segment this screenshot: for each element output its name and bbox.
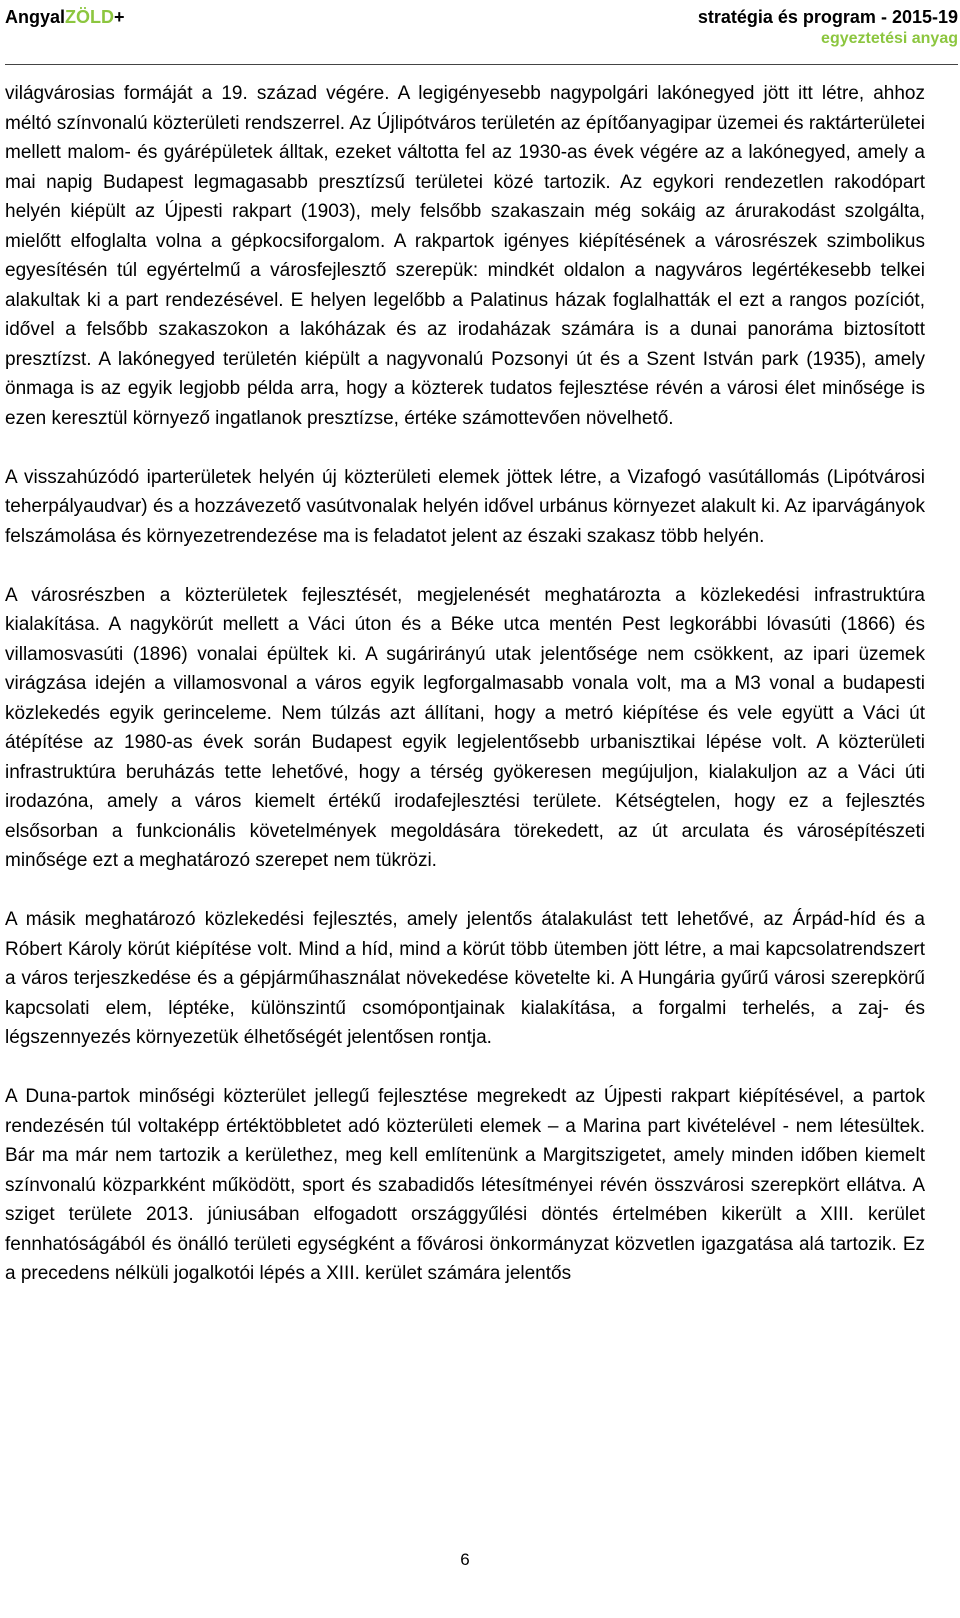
paragraph-1: világvárosias formáját a 19. század végére. A legigényesebb nagypolgári lakónegyed jött itt létre, ahhoz méltó színvonalú közterületi rendszerrel. Az Újlipótváros területén az építőanyagipar üzemei és raktárterületei mellett malom- és gyárépületek álltak, ezeket váltotta fel az 1930-as évek végére az a lakónegyed, amely a mai napig Budapest legmagasabb presztízsű területei közé tartozik. Az egykori rendezetlen rakodópart helyén kiépült az Újpesti rakpart (1903), mely felsőbb szakaszain még sokáig az árurakodást szolgálta, mielőtt elfoglalta volna a gépkocsiforgalom. A rakpartok igényes kiépítésének a városrészek szimbolikus egyesítésén túl egyértelmű a városfejlesztő szerepük: mindkét oldalon a nagyváros legértékesebb telkei alakultak ki a part rendezésével. E helyen legelőbb a Palatinus házak foglalhatták el ezt a rangos pozíciót, idővel a felsőbb szakaszokon a lakóházak és az irodaházak számára is a dunai panoráma biztosított presztízst. A lakónegyed területén kiépült a nagyvonalú Pozsonyi út és a Szent István park (1935), amely önmaga is az egyik legjobb példa arra, hogy a közterek tudatos fejlesztése révén a városi élet minősége is ezen keresztül környező ingatlanok presztízse, értéke számottevően növelhető. <box>5 83 925 429</box>
paragraph-5: A Duna-partok minőségi közterület jellegű fejlesztése megrekedt az Újpesti rakpart kiépítésével, a partok rendezésén túl voltaképp értéktöbbletet adó közterületi elemek – a Marina part kivételével - nem létesültek. Bár ma már nem tartozik a kerülethez, meg kell említenünk a Margitszigetet, amely minden időben kiemelt színvonalú közparkként működött, sport és szabadidős létesítményei révén összvárosi szerepkört ellátva. A sziget területe 2013. júniusában elfogadott országgyűlési döntés értelmében kikerült a XIII. kerület fennhatóságából és önálló területi egységként a fővárosi önkormányzat közvetlen igazgatása alá tartozik. Ez a precedens nélküli jogalkotói lépés a XIII. kerület számára jelentős <box>5 1086 925 1284</box>
brand-name-part2: ZÖLD <box>65 7 115 27</box>
header-right-block <box>698 6 958 50</box>
page-header <box>5 4 958 62</box>
header-divider <box>5 64 958 65</box>
document-title: stratégia és program - 2015-19 <box>697 7 958 27</box>
brand-name-part1: Angyal <box>5 7 66 27</box>
paragraph-4: A másik meghatározó közlekedési fejlesztés, amely jelentős átalakulást tett lehetővé, az Árpád-híd és a Róbert Károly körút kiépítése volt. Mind a híd, mind a körút több ütemben jött létre, a mai kapcsolatrendszert a város terjeszkedése és a gépjárműhasználat növekedése követelte ki. A Hungária gyűrű városi szerepkörű kapcsolati elem, léptéke, különszintű csomópontjainak kialakítása, a forgalmi terhelés, a zaj- és légszennyezés környezetük élhetőségét jelentősen rontja. <box>5 909 925 1048</box>
brand-logo <box>5 6 125 28</box>
document-subtitle: egyeztetési anyag <box>821 30 958 47</box>
brand-name-part3: + <box>114 7 125 27</box>
paragraph-2: A visszahúzódó iparterületek helyén új közterületi elemek jöttek létre, a Vizafogó vasútállomás (Lipótvárosi teherpályaudvar) és a hozzávezető vasútvonalak helyén idővel urbánus környezet alakult ki. Az iparvágányok felszámolása és környezetrendezése ma is feladatot jelent az északi szakasz több helyén. <box>5 466 925 547</box>
paragraph-3: A városrészben a közterületek fejlesztését, megjelenését meghatározta a közlekedési infrastruktúra kialakítása. A nagykörút mellett a Váci úton és a Béke utca mentén Pest legkorábbi lóvasúti (1866) és villamosvasúti (1896) vonalai épültek ki. A sugárirányú utak jelentősége nem csökkent, az ipari üzemek virágzása idején a villamosvonal a város egyik legforgalmasabb vonala volt, ma a M3 vonal a budapesti közlekedés egyik gerinceleme. Nem túlzás azt állítani, hogy a metró kiépítése és vele együtt a Váci út átépítése az 1980-as évek során Budapest egyik legjelentősebb urbanisztikai lépése volt. A közterületi infrastruktúra beruházás tette lehetővé, hogy a térség gyökeresen megújuljon, kialakuljon az a Váci úti irodazóna, amely a város kiemelt értékű irodafejlesztési területe. Kétségtelen, hogy ez a fejlesztés elsősorban a funkcionális követelmények megoldására törekedett, az út arculata és városépítészeti minősége ezt a meghatározó szerepet nem tükrözi. <box>5 584 925 871</box>
page-body <box>5 79 925 1318</box>
page-number: 6 <box>460 1550 470 1569</box>
